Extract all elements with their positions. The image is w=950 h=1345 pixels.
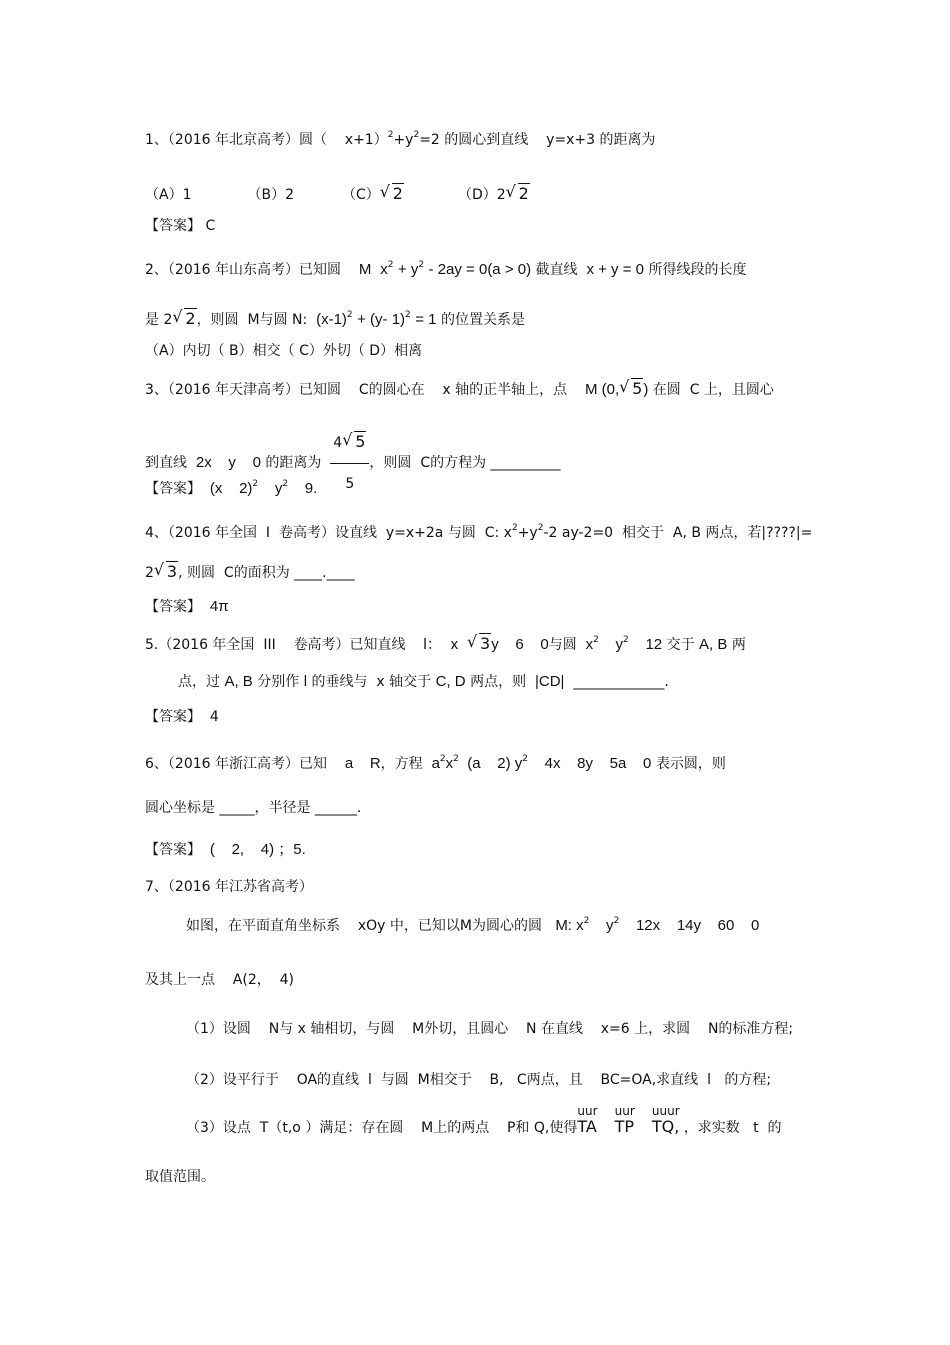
q4-math: -2 ay-2=0: [543, 525, 614, 541]
q4-text: 4、（2016 年全国: [145, 525, 257, 541]
q1-exp: 2: [413, 130, 420, 140]
q1-exp: 2: [387, 130, 394, 140]
q7-exp: 2: [613, 916, 620, 926]
q6-math: (a 2) y: [458, 755, 523, 772]
q1-option-d: （D）2: [457, 187, 506, 203]
q4-exp: 2: [511, 523, 518, 533]
q7-stem: [186, 917, 759, 935]
answer-value: 4π: [209, 598, 229, 615]
q2-options: （A）内切（ B）相交（ C）外切（ D）相离: [145, 343, 423, 359]
answer-blank: _____: [219, 800, 255, 816]
q3-text: 在圆: [652, 382, 681, 398]
q5-text: 卷高考）已知直线: [293, 637, 406, 653]
answer-exp: 2: [252, 479, 259, 489]
q5-stem: [145, 635, 746, 654]
q4-text: 相交于: [621, 525, 664, 541]
q5-text: 的垂线与: [311, 674, 368, 690]
sqrt-symbol: √ 2: [172, 310, 196, 328]
q5-math: 12: [628, 636, 663, 653]
q7-last-line: 取值范围。: [145, 1169, 215, 1185]
q1-text: +y: [393, 132, 414, 148]
q4-math: 2: [145, 565, 154, 581]
q3-text: 到直线: [145, 455, 187, 471]
q2-math: 2: [163, 312, 173, 328]
q2-math: + y: [397, 261, 419, 278]
q4-stem: [145, 524, 812, 542]
answer-blank: ______.: [314, 800, 362, 816]
q5-math: x: [450, 636, 459, 653]
q2-text: 截直线: [535, 262, 578, 278]
q4-text: y=x+2a 与圆: [385, 525, 476, 541]
q5-text: 与圆: [548, 637, 577, 653]
q5-stem-2: [178, 673, 669, 691]
q2-math: + (y- 1): [357, 311, 406, 328]
q3-stem: [145, 380, 774, 399]
q5-text: 5.（2016 年全国: [145, 637, 255, 653]
q2-math: - 2ay = 0(a > 0): [428, 261, 532, 278]
q7-part-1: （1）设圆 N与 x 轴相切，与圆 M外切，且圆心 N 在直线 x=6 上，求圆 N的标准方程;: [186, 1021, 794, 1037]
q7-math: y: [589, 917, 614, 934]
q5-text: III: [263, 637, 276, 653]
q6-answer: [145, 841, 306, 859]
q3-fraction: $\frac{4√ 5}{5}$: [330, 422, 369, 504]
q4-text: 卷高考）设直线: [278, 525, 377, 541]
q6-exp: 2: [453, 754, 459, 764]
q5-math: y: [598, 636, 624, 653]
answer-label: 【答案】: [145, 599, 201, 615]
q6-math: a: [431, 755, 440, 772]
answer-value: ( 2, 4) ；5.: [209, 841, 306, 858]
q2-exp: 2: [418, 260, 425, 270]
q7-title: 7、（2016 年江苏省高考）: [145, 879, 313, 895]
q6-text: 表示圆，则: [655, 756, 726, 772]
q5-exp: 2: [623, 635, 629, 645]
q2-math: (x-1): [316, 311, 347, 328]
q7-stem-2: 及其上一点 A(2， 4): [145, 972, 295, 988]
answer-exp: 2: [282, 479, 289, 489]
answer-value: (x 2): [209, 480, 253, 497]
sqrt-symbol: √ 2: [380, 185, 404, 203]
q7-math: 12x 14y 60 0: [619, 917, 760, 934]
q1-answer: [145, 217, 215, 235]
q5-math: l: [303, 673, 308, 690]
q1-stem: [145, 131, 655, 149]
q6-stem: [145, 755, 726, 773]
q2-exp: 2: [346, 310, 353, 320]
q2-stem-2: [145, 310, 525, 329]
answer-blank: _____________.: [573, 674, 669, 690]
q7-part-3: [186, 1104, 782, 1137]
sqrt-symbol: √ 2: [506, 185, 530, 203]
q6-math: a R: [344, 755, 381, 772]
sqrt-symbol: √ 3: [154, 563, 178, 581]
q1-option-a: （A）1: [145, 187, 192, 203]
q5-math: l：: [423, 636, 442, 653]
q6-stem-2: [145, 799, 361, 817]
answer-label: 【答案】: [145, 218, 201, 234]
q2-math: = 1: [415, 311, 437, 328]
q1-option-c: （C）: [342, 187, 380, 203]
q4-stem-2: [145, 563, 355, 582]
sqrt-symbol: √ 5: [619, 380, 643, 398]
q2-text: 2、（2016 年山东高考）已知圆: [145, 262, 341, 278]
q2-exp: 2: [405, 310, 411, 320]
answer-value: y: [258, 480, 283, 497]
q2-exp: 2: [387, 260, 394, 270]
q4-text: C的面积为: [223, 565, 290, 581]
q5-math: x: [585, 636, 594, 653]
q2-text: 所得线段的长度: [648, 262, 747, 278]
q6-text: ，方程: [380, 756, 423, 772]
q5-text: 两: [731, 637, 746, 653]
q6-math: 4x 8y 5a 0: [527, 755, 652, 772]
q7-text: M为圆心的圆: [459, 918, 542, 934]
sqrt-symbol: √ 5: [342, 422, 366, 462]
answer-value: 4: [209, 709, 219, 725]
q3-text: x 轴的正半轴上，点: [442, 382, 568, 398]
q1-options: [145, 185, 530, 204]
q3-text: C的方程为: [420, 455, 487, 471]
q7-math: M: x: [555, 917, 584, 934]
vector-ta: uur TA: [577, 1104, 598, 1136]
answer-label: 【答案】: [145, 481, 201, 497]
answer-value: 9.: [288, 480, 318, 497]
answer-value: C: [205, 218, 216, 234]
q5-math: y 6 0: [491, 636, 549, 653]
q7-part-2: （2）设平行于 OA的直线 l 与圆 M相交于 B, C两点，且 BC=OA,求直线 l 的方程;: [186, 1072, 772, 1088]
q2-math: M: [358, 261, 372, 278]
vector-tq: uuur TQ,: [651, 1104, 680, 1136]
q2-text: 是: [145, 312, 159, 328]
q5-text: 两点，则: [470, 674, 527, 690]
answer-blank: __________: [490, 455, 561, 471]
q3-math: 2x y 0: [195, 454, 261, 471]
q2-math: x: [380, 261, 388, 278]
q5-math: A, B: [699, 636, 728, 653]
q7-exp: 2: [583, 916, 590, 926]
q4-answer: [145, 598, 229, 616]
q2-math: x + y = 0: [586, 261, 644, 278]
q3-text: 3、（2016 年天津高考）已知圆: [145, 382, 341, 398]
q5-text: x 轴交于: [376, 674, 432, 690]
q7-text: ，求实数 t 的: [683, 1120, 782, 1136]
q6-exp: 2: [439, 754, 446, 764]
q6-exp: 2: [522, 754, 528, 764]
q5-exp: 2: [593, 635, 599, 645]
q6-text: ，半径是: [254, 800, 311, 816]
q5-math: A, B: [224, 673, 253, 690]
q6-math: x: [445, 755, 454, 772]
q4-text: A, B 两点，若|????|=: [672, 525, 813, 541]
q2-text: ，则圆: [196, 312, 239, 328]
q7-text: xOy 中，已知以: [357, 918, 460, 934]
q2-text: M与圆 N:: [247, 312, 308, 328]
answer-label: 【答案】: [145, 842, 201, 858]
q5-math: |CD|: [534, 673, 565, 690]
vector-tp: uur TP: [614, 1104, 635, 1136]
q6-text: 6、（2016 年浙江高考）已知: [145, 756, 327, 772]
q2-text: 的位置关系是: [440, 312, 525, 328]
q5-math: C, D: [435, 673, 466, 690]
sqrt-symbol: √ 3: [467, 635, 491, 653]
q3-text: C的圆心在: [358, 382, 425, 398]
q6-text: 圆心坐标是: [145, 800, 215, 816]
q4-text: ,: [178, 565, 183, 581]
q3-text: C 上，且圆心: [689, 382, 774, 398]
q3-text: 的距离为: [265, 455, 322, 471]
q1-option-b: （B）2: [247, 187, 294, 203]
q4-text: 则圆: [187, 565, 216, 581]
q4-math: +y: [517, 525, 538, 541]
q1-text: 1、（2016 年北京高考）圆（ x+1）: [145, 132, 388, 148]
q4-text: I: [265, 525, 271, 541]
q3-math: M (0,: [584, 381, 620, 398]
answer-blank: ____.____: [294, 565, 355, 581]
q4-math: C: x: [484, 525, 512, 541]
q3-math: ): [643, 381, 649, 398]
q5-text: 点，过: [178, 674, 220, 690]
q2-stem: [145, 261, 746, 279]
q1-text: =2 的圆心到直线 y=x+3 的距离为: [419, 132, 656, 148]
q7-text: 如图，在平面直角坐标系: [186, 918, 340, 934]
q5-text: 交于: [666, 637, 695, 653]
answer-label: 【答案】: [145, 709, 201, 725]
q3-answer: [145, 480, 317, 498]
q5-answer: [145, 708, 219, 726]
q4-exp: 2: [537, 523, 544, 533]
q5-text: 分别作: [257, 674, 300, 690]
q3-text: ，则圆: [369, 455, 412, 471]
q7-text: （3）设点 T（t,o ）满足：存在圆 M上的两点 P和 Q,使得: [186, 1120, 578, 1136]
